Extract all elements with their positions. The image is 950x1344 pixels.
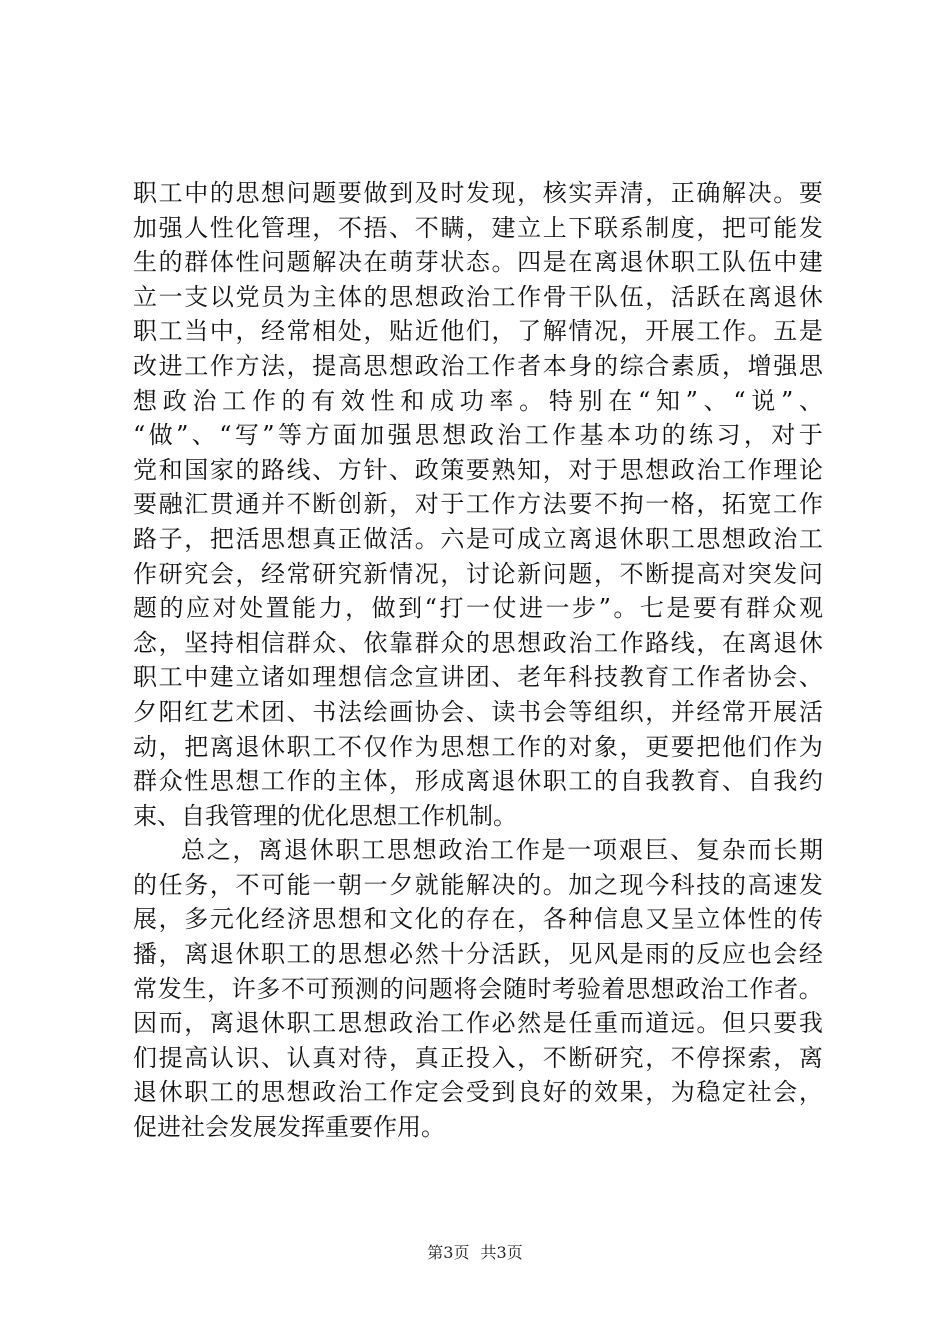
text-line: 改 进 工 作 方 法 ， 提 高 思 想 政 治 工 作 者 本 身 的 综 合 素 质 ， 增 强 思 (133, 351, 823, 380)
text-line: 想 政 治 工 作 的 有 效 性 和 成 功 率 。 特 别 在 “ 知 ” 、 “ 说 ” 、 (133, 386, 823, 415)
text-line: 加 强 人 性 化 管 理 ， 不 捂 、 不 瞒 ， 建 立 上 下 联 系 制 度 ， 把 可 能 发 (133, 213, 823, 242)
page-total: 共3页 (480, 1243, 523, 1262)
text-line: 播 ， 离 退 休 职 工 的 思 想 必 然 十 分 活 跃 ， 见 风 是 雨 的 反 应 也 会 经 (133, 940, 823, 969)
page-footer (0, 1243, 950, 1263)
text-line: 职 工 当 中 ， 经 常 相 处 ， 贴 近 他 们 ， 了 解 情 况 ， 开 展 工 作 。 五 是 (133, 317, 823, 346)
text-line: 题 的 应 对 处 置 能 力 ， 做 到 “ 打 一 仗 进 一 步 ” 。 七 是 要 有 群 众 观 (133, 594, 823, 623)
text-line: 要 融 汇 贯 通 并 不 断 创 新 ， 对 于 工 作 方 法 要 不 拘 一 格 ， 拓 宽 工 作 (133, 490, 823, 519)
paragraph (133, 176, 823, 833)
text-line: 总 之 ， 离 退 休 职 工 思 想 政 治 工 作 是 一 项 艰 巨 、 复 杂 而 长 期 (181, 836, 823, 865)
text-line: 夕 阳 红 艺 术 团 、 书 法 绘 画 协 会 、 读 书 会 等 组 织 ， 并 经 常 开 展 活 (133, 697, 823, 726)
text-line: 念 ， 坚 持 相 信 群 众 、 依 靠 群 众 的 思 想 政 治 工 作 路 线 ， 在 离 退 休 (133, 628, 823, 657)
text-line: 展 ， 多 元 化 经 济 思 想 和 文 化 的 存 在 ， 各 种 信 息 又 呈 立 体 性 的 传 (133, 905, 823, 934)
text-line: 退 休 职 工 的 思 想 政 治 工 作 定 会 受 到 良 好 的 效 果 ， 为 稳 定 社 会 ， (133, 1078, 823, 1107)
text-line: 生 的 群 体 性 问 题 解 决 在 萌 芽 状 态 。 四 是 在 离 退 休 职 工 队 伍 中 建 (133, 248, 823, 277)
page-number: 第3页 (427, 1243, 470, 1262)
text-line: 束、自我管理的优化思想工作机制。 (133, 801, 517, 830)
text-line: 职 工 中 的 思 想 问 题 要 做 到 及 时 发 现 ， 核 实 弄 清 ， 正 确 解 决 。 要 (133, 179, 823, 207)
paragraph (133, 833, 823, 1144)
text-line: 促进社会发展发挥重要作用。 (133, 1113, 445, 1142)
text-line: 立 一 支 以 党 员 为 主 体 的 思 想 政 治 工 作 骨 干 队 伍 ， 活 跃 在 离 退 休 (133, 282, 823, 311)
text-line: 常 发 生 ， 许 多 不 可 预 测 的 问 题 将 会 随 时 考 验 着 思 想 政 治 工 作 者 。 (133, 974, 823, 1003)
text-line: 动 ， 把 离 退 休 职 工 不 仅 作 为 思 想 工 作 的 对 象 ， 更 要 把 他 们 作 为 (133, 732, 823, 761)
text-line: 群 众 性 思 想 工 作 的 主 体 ， 形 成 离 退 休 职 工 的 自 我 教 育 、 自 我 约 (133, 767, 823, 796)
text-line: “ 做 ” 、 “ 写 ” 等 方 面 加 强 思 想 政 治 工 作 基 本 功 的 练 习 ， 对 于 (133, 421, 823, 450)
text-line: 党 和 国 家 的 路 线 、 方 针 、 政 策 要 熟 知 ， 对 于 思 想 政 治 工 作 理 论 (133, 455, 823, 484)
text-line: 的 任 务 ， 不 可 能 一 朝 一 夕 就 能 解 决 的 。 加 之 现 今 科 技 的 高 速 发 (133, 870, 823, 899)
text-line: 们 提 高 认 识 、 认 真 对 待 ， 真 正 投 入 ， 不 断 研 究 ， 不 停 探 索 ， 离 (133, 1043, 823, 1072)
text-line: 因 而 ， 离 退 休 职 工 思 想 政 治 工 作 必 然 是 任 重 而 道 远 。 但 只 要 我 (133, 1009, 823, 1038)
document-body (133, 176, 823, 1145)
text-line: 路 子 ， 把 活 思 想 真 正 做 活 。 六 是 可 成 立 离 退 休 职 工 思 想 政 治 工 (133, 524, 823, 553)
text-line: 职 工 中 建 立 诸 如 理 想 信 念 宣 讲 团 、 老 年 科 技 教 育 工 作 者 协 会 、 (133, 663, 823, 692)
text-line: 作 研 究 会 ， 经 常 研 究 新 情 况 ， 讨 论 新 问 题 ， 不 断 提 高 对 突 发 问 (133, 559, 823, 588)
